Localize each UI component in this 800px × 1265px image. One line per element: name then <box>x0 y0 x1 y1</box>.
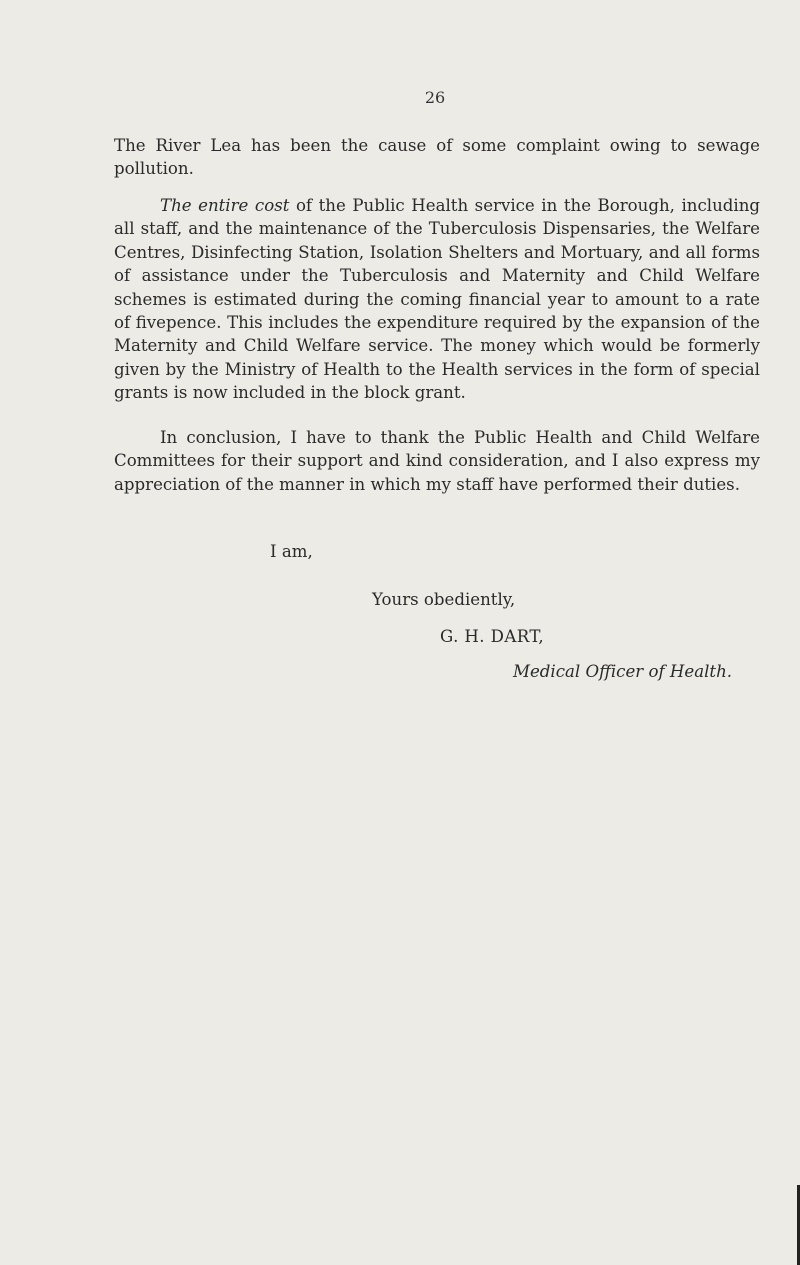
paragraph-public-health-cost-text <box>114 194 760 405</box>
signatory-title: Medical Officer of Health. <box>513 662 733 681</box>
closing-valediction: Yours obediently, <box>372 590 516 609</box>
paragraph-river-lea-text: The River Lea has been the cause of some complaint owing to sewage pollution. <box>114 136 760 179</box>
paragraph-conclusion <box>114 426 760 496</box>
paragraph-conclusion-text: In conclusion, I have to thank the Public Health and Child Welfare Committees for their support and kind consideration, and I also express my appreciation of the manner in which my staff have performed their duties. <box>114 428 760 494</box>
paragraph-public-health-cost <box>114 194 760 405</box>
emphasis-entire-cost: The entire cost <box>160 196 290 215</box>
paragraph-public-health-cost-body: of the Public Health service in the Borough, including all staff, and the maintenance of the Tuberculosis Dispensaries, the Welfare Centres, Disinfecting Station, Isolation Shelters and Mortuary, and all forms of assistance under the Tuberculosis and Maternity and Child Welfare schemes is estimated during the coming financial year to amount to a rate of fivepence. This includes the expenditure required by the expansion of the Maternity and Child Welfare service. The money which would be formerly given by the Ministry of Health to the Health services in the form of special grants is now included in the block grant. <box>114 196 761 403</box>
page-number: 26 <box>424 88 446 107</box>
signatory-name: G. H. DART, <box>440 627 545 646</box>
paragraph-river-lea <box>114 134 760 181</box>
closing-salutation: I am, <box>270 542 313 561</box>
